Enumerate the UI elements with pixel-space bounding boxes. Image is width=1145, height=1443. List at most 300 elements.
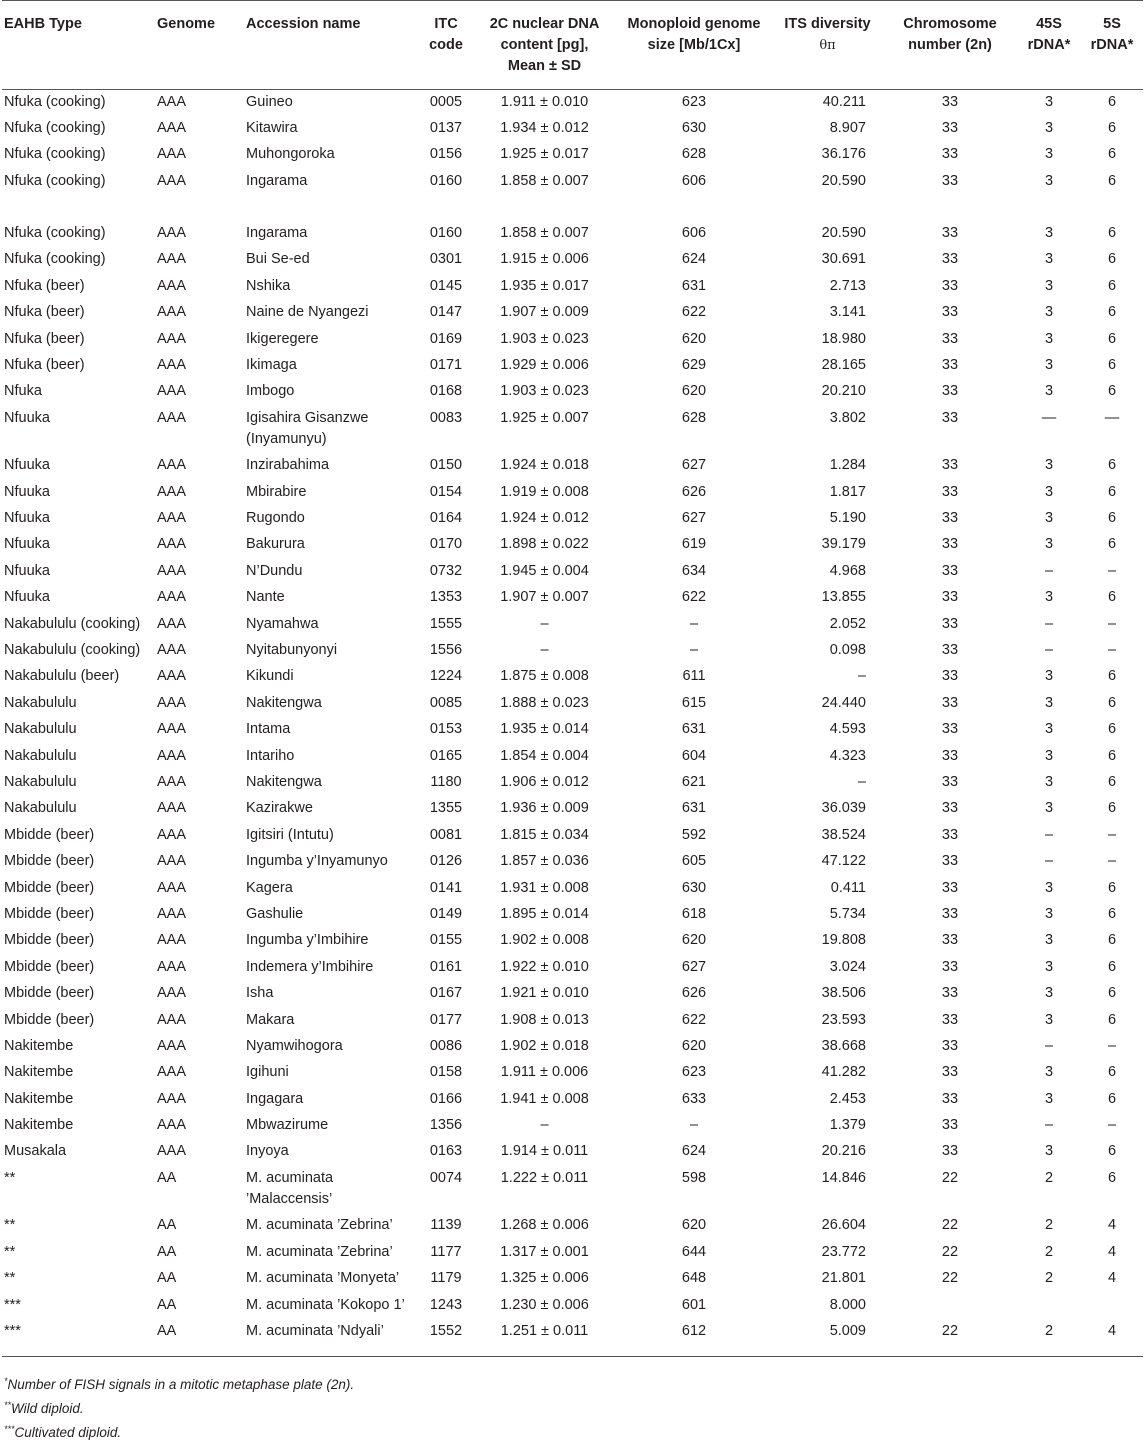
cell-itc-code: 0154 [429, 483, 463, 500]
cell-45s-rdna: 3 [1044, 277, 1054, 294]
cell-dna-content: 1.941 ± 0.008 [500, 1090, 589, 1107]
cell-monoploid-size: 619 [681, 536, 707, 553]
cell-dna-content: 1.815 ± 0.034 [500, 826, 589, 843]
cell-monoploid-size: 626 [681, 985, 707, 1002]
cell-genome: AAA [157, 668, 187, 685]
cell-its-diversity: 3.802 [829, 409, 866, 426]
footnote: *Number of FISH signals in a mitotic metaphase plate (2n). [4, 1376, 355, 1393]
cell-dna-content: 1.906 ± 0.012 [500, 773, 589, 790]
cell-5s-rdna: – [1107, 853, 1117, 870]
cell-accession: Ingumba y’Inyamunyo [246, 853, 388, 870]
cell-monoploid-size: 618 [681, 905, 707, 922]
cell-45s-rdna: 3 [1044, 383, 1054, 400]
cell-chromosome-number: 33 [941, 668, 959, 685]
cell-dna-content: 1.325 ± 0.006 [500, 1270, 589, 1287]
cell-itc-code: 0166 [429, 1090, 463, 1107]
cell-monoploid-size: 620 [681, 330, 707, 347]
cell-monoploid-size: 615 [681, 694, 707, 711]
cell-itc-code: 1224 [429, 668, 463, 685]
cell-chromosome-number: 22 [941, 1243, 959, 1260]
cell-eahb-type: Mbidde (beer) [4, 932, 95, 949]
cell-accession: Inyoya [246, 1143, 289, 1160]
cell-itc-code: 0169 [429, 330, 463, 347]
table-row [2, 353, 1143, 379]
cell-dna-content: 1.858 ± 0.007 [500, 225, 589, 242]
cell-its-diversity: 14.846 [821, 1169, 866, 1186]
cell-its-diversity: 39.179 [821, 536, 866, 553]
cell-itc-code: 0156 [429, 146, 463, 163]
cell-monoploid-size: – [689, 615, 699, 632]
cell-accession: Nante [246, 589, 285, 606]
cell-5s-rdna: 6 [1107, 119, 1117, 136]
cell-itc-code: 0081 [429, 826, 463, 843]
cell-5s-rdna: 6 [1107, 383, 1117, 400]
header-monoploid-size: Monoploid genome size [Mb/1Cx] [627, 16, 761, 53]
cell-monoploid-size: 633 [681, 1090, 707, 1107]
cell-eahb-type: Mbidde (beer) [4, 826, 95, 843]
cell-itc-code: 0141 [429, 879, 463, 896]
cell-chromosome-number: 33 [941, 905, 959, 922]
cell-eahb-type: Nakabululu (cooking) [4, 615, 141, 632]
cell-genome: AAA [157, 800, 187, 817]
cell-dna-content: 1.921 ± 0.010 [500, 985, 589, 1002]
cell-dna-content: 1.924 ± 0.018 [500, 457, 589, 474]
cell-genome: AAA [157, 251, 187, 268]
cell-accession: Isha [246, 985, 274, 1002]
cell-45s-rdna: 3 [1044, 357, 1054, 374]
cell-5s-rdna: – [1107, 642, 1117, 659]
cell-5s-rdna: 6 [1107, 589, 1117, 606]
cell-monoploid-size: 621 [681, 773, 707, 790]
cell-eahb-type: Nfuuka [4, 510, 50, 527]
cell-eahb-type: Nfuka (cooking) [4, 146, 106, 163]
cell-5s-rdna: 6 [1107, 879, 1117, 896]
cell-genome: AAA [157, 510, 187, 527]
cell-accession: Igihuni [246, 1064, 289, 1081]
cell-itc-code: 0137 [429, 119, 463, 136]
cell-accession: Rugondo [246, 510, 305, 527]
cell-5s-rdna: — [1104, 409, 1120, 426]
cell-monoploid-size: 620 [681, 383, 707, 400]
table-row [2, 169, 1143, 195]
table-row [2, 1240, 1143, 1266]
cell-5s-rdna: 6 [1107, 1090, 1117, 1107]
cell-5s-rdna: 6 [1107, 721, 1117, 738]
table-row [2, 453, 1143, 479]
cell-genome: AA [157, 1296, 177, 1313]
table-row [2, 981, 1143, 1007]
cell-eahb-type: Nfuka (cooking) [4, 251, 106, 268]
footnote: **Wild diploid. [4, 1400, 84, 1417]
table-row [2, 480, 1143, 506]
cell-5s-rdna: 6 [1107, 1169, 1117, 1186]
cell-5s-rdna: 4 [1107, 1270, 1117, 1287]
cell-genome: AA [157, 1270, 177, 1287]
cell-its-diversity: 1.817 [829, 483, 866, 500]
cell-chromosome-number: 33 [941, 483, 959, 500]
cell-45s-rdna [1017, 1293, 1081, 1319]
cell-monoploid-size: 631 [681, 800, 707, 817]
table-row [2, 327, 1143, 353]
table-row [2, 902, 1143, 928]
cell-its-diversity: 5.009 [829, 1322, 866, 1339]
table-row [2, 1087, 1143, 1113]
cell-its-diversity: – [857, 668, 866, 685]
cell-dna-content: 1.907 ± 0.007 [500, 589, 589, 606]
cell-5s-rdna: 6 [1107, 932, 1117, 949]
cell-chromosome-number: 33 [941, 383, 959, 400]
cell-chromosome-number: 22 [941, 1270, 959, 1287]
cell-itc-code: 0160 [429, 225, 463, 242]
cell-45s-rdna: 2 [1044, 1270, 1054, 1287]
cell-monoploid-size: 622 [681, 1011, 707, 1028]
table-row [2, 274, 1143, 300]
cell-eahb-type: Nakitembe [4, 1064, 74, 1081]
cell-accession: Guineo [246, 94, 293, 110]
table-row [2, 90, 1143, 116]
table-row [2, 1213, 1143, 1239]
cell-monoploid-size: 620 [681, 932, 707, 949]
cell-monoploid-size: 630 [681, 119, 707, 136]
cell-45s-rdna: – [1044, 1117, 1054, 1134]
cell-its-diversity: 20.216 [821, 1143, 866, 1160]
cell-accession: Naine de Nyangezi [246, 304, 369, 321]
cell-chromosome-number [883, 195, 1017, 221]
cell-5s-rdna: 6 [1107, 905, 1117, 922]
table-header [2, 1, 1143, 90]
table-row [2, 1293, 1143, 1319]
cell-its-diversity: 18.980 [821, 330, 866, 347]
cell-accession: Ikimaga [246, 357, 297, 374]
cell-eahb-type: Mbidde (beer) [4, 985, 95, 1002]
cell-monoploid-size: 622 [681, 589, 707, 606]
footnotes [4, 1371, 1145, 1443]
cell-accession: Inzirabahima [246, 457, 330, 474]
cell-accession: N’Dundu [246, 562, 303, 579]
cell-its-diversity: 20.590 [821, 172, 866, 189]
table-row [2, 849, 1143, 875]
table-row [2, 612, 1143, 638]
header-genome: Genome [157, 16, 216, 32]
cell-its-diversity: 20.590 [821, 225, 866, 242]
table-row [2, 116, 1143, 142]
cell-itc-code: 0126 [429, 853, 463, 870]
cell-5s-rdna: – [1107, 1037, 1117, 1054]
cell-45s-rdna: 3 [1044, 668, 1054, 685]
table-row [2, 142, 1143, 168]
cell-its-diversity: 1.284 [829, 457, 866, 474]
cell-genome: AAA [157, 536, 187, 553]
cell-itc-code: 0160 [429, 172, 463, 189]
cell-45s-rdna: 3 [1044, 985, 1054, 1002]
cell-dna-content: 1.251 ± 0.011 [500, 1322, 589, 1339]
cell-accession: M. acuminata ’Malaccensis’ [246, 1169, 334, 1207]
cell-genome: AA [157, 1243, 177, 1260]
cell-genome: AAA [157, 721, 187, 738]
cell-dna-content: – [540, 615, 549, 632]
data-table [2, 0, 1143, 1357]
cell-its-diversity: 4.968 [829, 562, 866, 579]
cell-dna-content: 1.895 ± 0.014 [500, 905, 589, 922]
cell-accession: Indemera y’Imbihire [246, 958, 374, 975]
table-body [2, 90, 1143, 1357]
cell-eahb-type: Nakitembe [4, 1117, 74, 1134]
cell-genome: AA [157, 1217, 177, 1234]
cell-accession: M. acuminata ’Ndyali’ [246, 1322, 384, 1339]
cell-chromosome-number: 33 [941, 1064, 959, 1081]
cell-accession: Ingarama [246, 172, 308, 189]
table-row [2, 1266, 1143, 1292]
header-chromosome-number: Chromosome number (2n) [903, 16, 997, 53]
cell-45s-rdna: 3 [1044, 747, 1054, 764]
cell-45s-rdna: – [1044, 562, 1054, 579]
cell-its-diversity: 19.808 [821, 932, 866, 949]
cell-monoploid-size: 627 [681, 510, 707, 527]
cell-accession: M. acuminata ’Monyeta’ [246, 1270, 400, 1287]
cell-its-diversity: 20.210 [821, 383, 866, 400]
cell-genome [155, 195, 244, 221]
cell-chromosome-number: 33 [941, 304, 959, 321]
cell-itc-code: 1139 [430, 1217, 462, 1234]
cell-accession: Bui Se-ed [246, 251, 310, 268]
table-row [2, 1113, 1143, 1139]
cell-genome: AAA [157, 304, 187, 321]
cell-itc-code: 0083 [429, 409, 463, 426]
cell-chromosome-number: 33 [941, 958, 959, 975]
header-eahb-type: EAHB Type [4, 16, 82, 32]
cell-monoploid-size: 631 [681, 277, 707, 294]
cell-45s-rdna: – [1044, 1037, 1054, 1054]
cell-dna-content: 1.924 ± 0.012 [500, 510, 589, 527]
cell-monoploid-size: 601 [681, 1296, 707, 1313]
cell-45s-rdna: 3 [1044, 958, 1054, 975]
cell-its-diversity: 21.801 [821, 1270, 866, 1287]
cell-its-diversity: 36.176 [821, 146, 866, 163]
table-row [2, 823, 1143, 849]
cell-itc-code: 0165 [429, 747, 463, 764]
cell-dna-content [473, 195, 616, 221]
cell-eahb-type: Nfuka (beer) [4, 357, 85, 374]
cell-5s-rdna: 6 [1107, 536, 1117, 553]
header-its-diversity: ITS diversity θπ [784, 16, 871, 53]
table-row [2, 1034, 1143, 1060]
cell-genome: AAA [157, 905, 187, 922]
cell-monoploid-size: 624 [681, 1143, 707, 1160]
cell-5s-rdna: – [1107, 615, 1117, 632]
cell-45s-rdna: 3 [1044, 94, 1054, 110]
cell-45s-rdna: 3 [1044, 251, 1054, 268]
cell-accession: M. acuminata ’Zebrina’ [246, 1217, 393, 1234]
cell-45s-rdna: 2 [1044, 1322, 1054, 1339]
cell-eahb-type: Nfuuka [4, 589, 50, 606]
cell-5s-rdna: 6 [1107, 1143, 1117, 1160]
cell-45s-rdna: 3 [1044, 225, 1054, 242]
cell-45s-rdna: 2 [1044, 1217, 1054, 1234]
cell-its-diversity: 4.323 [829, 747, 866, 764]
cell-5s-rdna: 4 [1107, 1217, 1117, 1234]
cell-dna-content: 1.898 ± 0.022 [500, 536, 589, 553]
header-dna-content: 2C nuclear DNA content [pg], Mean ± SD [489, 16, 600, 74]
cell-its-diversity: 40.211 [822, 94, 866, 110]
cell-genome: AA [157, 1169, 177, 1186]
cell-45s-rdna: 3 [1044, 510, 1054, 527]
cell-chromosome-number [883, 1293, 1017, 1319]
cell-chromosome-number: 33 [941, 251, 959, 268]
cell-eahb-type: Nfuka (beer) [4, 304, 85, 321]
cell-genome: AAA [157, 826, 187, 843]
cell-chromosome-number: 33 [941, 409, 959, 426]
cell-genome: AAA [157, 694, 187, 711]
cell-45s-rdna: – [1044, 826, 1054, 843]
cell-chromosome-number: 33 [941, 589, 959, 606]
cell-dna-content: 1.931 ± 0.008 [500, 879, 589, 896]
cell-accession [244, 195, 419, 221]
cell-genome: AAA [157, 1011, 187, 1028]
cell-5s-rdna: 6 [1107, 668, 1117, 685]
table-row [2, 300, 1143, 326]
table-row [2, 928, 1143, 954]
cell-accession: Ikigeregere [246, 330, 319, 347]
cell-chromosome-number: 33 [941, 225, 959, 242]
cell-chromosome-number: 33 [941, 615, 959, 632]
cell-dna-content: 1.907 ± 0.009 [500, 304, 589, 321]
cell-45s-rdna: 3 [1044, 536, 1054, 553]
cell-accession: Intama [246, 721, 291, 738]
cell-45s-rdna: 3 [1044, 721, 1054, 738]
table-row [2, 1008, 1143, 1034]
cell-45s-rdna: 3 [1044, 172, 1054, 189]
header-itc-code: ITC code [429, 16, 463, 53]
cell-genome: AAA [157, 119, 187, 136]
cell-5s-rdna [1081, 1293, 1143, 1319]
cell-genome: AAA [157, 1090, 187, 1107]
cell-45s-rdna: 3 [1044, 879, 1054, 896]
cell-itc-code: 0155 [429, 932, 463, 949]
table-row [2, 796, 1143, 822]
cell-itc-code: 1355 [429, 800, 463, 817]
cell-monoploid-size: 623 [681, 1064, 707, 1081]
cell-dna-content: – [540, 642, 549, 659]
table-row [2, 770, 1143, 796]
cell-eahb-type: Nakitembe [4, 1037, 74, 1054]
cell-chromosome-number: 33 [941, 932, 959, 949]
cell-45s-rdna: – [1044, 642, 1054, 659]
cell-monoploid-size: 629 [681, 357, 707, 374]
cell-45s-rdna: 3 [1044, 1011, 1054, 1028]
cell-accession: Kitawira [246, 119, 298, 136]
cell-eahb-type: ** [4, 1243, 16, 1260]
cell-itc-code: 1180 [430, 773, 462, 790]
cell-45s-rdna [1017, 195, 1081, 221]
cell-its-diversity: 0.098 [829, 642, 866, 659]
cell-genome: AAA [157, 409, 187, 426]
cell-5s-rdna: 6 [1107, 304, 1117, 321]
cell-itc-code: 1177 [430, 1243, 462, 1260]
cell-45s-rdna: – [1044, 853, 1054, 870]
cell-itc-code: 1552 [429, 1322, 463, 1339]
cell-dna-content: 1.903 ± 0.023 [500, 383, 589, 400]
cell-itc-code: 1556 [429, 642, 463, 659]
cell-itc-code: 0145 [429, 277, 463, 294]
cell-genome: AAA [157, 483, 187, 500]
cell-itc-code: 0732 [429, 562, 463, 579]
cell-itc-code: 0150 [429, 457, 463, 474]
cell-dna-content: 1.945 ± 0.004 [500, 562, 589, 579]
cell-eahb-type: ** [4, 1217, 16, 1234]
cell-itc-code: 0153 [429, 721, 463, 738]
cell-genome: AAA [157, 958, 187, 975]
cell-its-diversity: 23.593 [821, 1011, 866, 1028]
cell-its-diversity: 4.593 [829, 721, 866, 738]
cell-monoploid-size [616, 195, 772, 221]
cell-dna-content: 1.903 ± 0.023 [500, 330, 589, 347]
table-row [2, 638, 1143, 664]
cell-eahb-type: Nfuuka [4, 483, 50, 500]
cell-monoploid-size: 604 [681, 747, 707, 764]
cell-accession: Muhongoroka [246, 146, 335, 163]
cell-dna-content: 1.929 ± 0.006 [500, 357, 589, 374]
cell-genome: AA [157, 1322, 177, 1339]
cell-5s-rdna: 6 [1107, 330, 1117, 347]
cell-accession: Ingarama [246, 225, 308, 242]
cell-45s-rdna: 3 [1044, 119, 1054, 136]
cell-dna-content: 1.875 ± 0.008 [500, 668, 589, 685]
cell-eahb-type: Nfuuka [4, 409, 50, 426]
cell-monoploid-size: 620 [681, 1217, 707, 1234]
cell-45s-rdna: 3 [1044, 1143, 1054, 1160]
cell-itc-code: 0177 [429, 1011, 463, 1028]
cell-eahb-type: Mbidde (beer) [4, 879, 95, 896]
cell-eahb-type: Nakabululu [4, 800, 77, 817]
cell-its-diversity: 30.691 [821, 251, 866, 268]
cell-its-diversity: 23.772 [821, 1243, 866, 1260]
cell-itc-code: 0168 [429, 383, 463, 400]
cell-45s-rdna: 3 [1044, 932, 1054, 949]
header-accession: Accession name [246, 16, 361, 32]
cell-5s-rdna: 6 [1107, 483, 1117, 500]
cell-genome: AAA [157, 773, 187, 790]
cell-5s-rdna: 6 [1107, 985, 1117, 1002]
cell-5s-rdna: – [1107, 1117, 1117, 1134]
table-row [2, 664, 1143, 690]
cell-5s-rdna: 6 [1107, 773, 1117, 790]
cell-dna-content: 1.317 ± 0.001 [500, 1243, 589, 1260]
cell-45s-rdna: 3 [1044, 773, 1054, 790]
cell-genome: AAA [157, 146, 187, 163]
table-row [2, 379, 1143, 405]
cell-dna-content: – [540, 1117, 549, 1134]
cell-accession: M. acuminata ’Kokopo 1’ [246, 1296, 405, 1313]
cell-its-diversity: 28.165 [821, 357, 866, 374]
cell-eahb-type: ** [4, 1169, 16, 1186]
cell-itc-code: 0163 [429, 1143, 463, 1160]
table-row [2, 955, 1143, 981]
cell-eahb-type: Nakitembe [4, 1090, 74, 1107]
cell-genome: AAA [157, 1143, 187, 1160]
table-row [2, 1139, 1143, 1165]
cell-monoploid-size: 592 [681, 826, 707, 843]
cell-chromosome-number: 33 [941, 853, 959, 870]
cell-chromosome-number: 33 [941, 747, 959, 764]
cell-accession: Imbogo [246, 383, 295, 400]
cell-45s-rdna: — [1041, 409, 1057, 426]
cell-its-diversity [772, 195, 883, 221]
cell-chromosome-number: 33 [941, 1117, 959, 1134]
cell-5s-rdna [1081, 195, 1143, 221]
cell-monoploid-size: 626 [681, 483, 707, 500]
cell-accession: Kagera [246, 879, 293, 896]
cell-45s-rdna: 3 [1044, 457, 1054, 474]
